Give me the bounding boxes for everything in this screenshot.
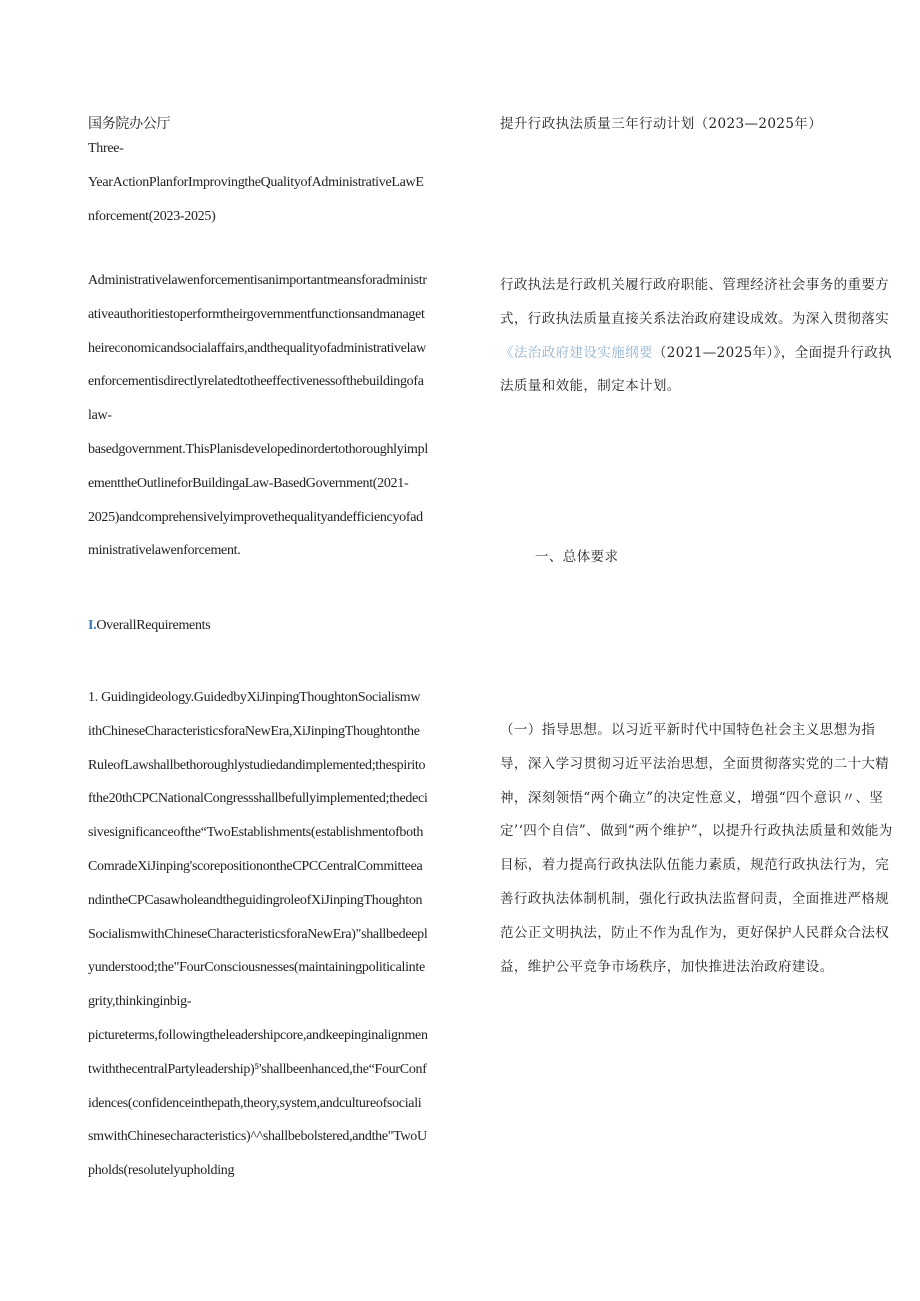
guiding-ideology-en xyxy=(88,681,488,1188)
intro-text-end: （2021—2025年）》，全面提升行政执法质量和效能，制定本计划。 xyxy=(500,344,893,395)
text-line: sivesignificanceofthe“TwoEstablishments(establishmentofboth xyxy=(88,825,424,841)
text-line: fthe20thCPCNationalCongressshallbefullyimplemented;thedeci xyxy=(88,791,428,807)
text-line: grity,thinkinginbig- xyxy=(88,994,192,1010)
intro-paragraph-cn xyxy=(500,269,896,404)
text-line: heireconomicandsocialaffairs,andthequalityofadministrativelaw xyxy=(88,340,426,356)
text-line: twiththecentralPartyleadership)⁵'shallbeenhanced,the“FourConf xyxy=(88,1061,427,1077)
text-line: ministrativelawenforcement. xyxy=(88,543,241,559)
guiding-ideology-cn: （一）指导思想。以习近平新时代中国特色社会主义思想为指导，深入学习贯彻习近平法治思想，全面贯彻落实党的二十大精神，深刻领悟“两个确立”的决定性意义，增强“四个意识〃、坚定’‘四个自信”、做到“两个维护”，以提升行政执法质量和效能为目标，着力提高行政执法队伍能力素质，规范行政执法行为，完善行政执法体制机制，强化行政执法监督问责，全面推进严格规范公正文明执法，防止不作为乱作为，更好保护人民群众合法权益，维护公平竞争市场秩序，加快推进法治政府建设。 xyxy=(500,722,893,975)
text-line: enforcementisdirectlyrelatedtotheeffectivenessofthebuildingofa xyxy=(88,374,424,390)
text-line: idences(confidenceinthepath,theory,system,andcultureofsociali xyxy=(88,1095,422,1111)
text-line: ithChineseCharacteristicsforaNewEra,XiJinpingThoughtonthe xyxy=(88,723,420,739)
title-line: Three- xyxy=(88,141,124,156)
intro-text: 行政执法是行政机关履行政府职能、管理经济社会事务的重要方式，行政执法质量直接关系法治政府建设成效。为深入贯彻落实 xyxy=(500,277,890,327)
text-line: pholds(resolutelyupholding xyxy=(88,1163,235,1179)
text-line: Administrativelawenforcementisanimportantmeansforadministr xyxy=(88,273,427,288)
section-marker: I. xyxy=(88,618,97,633)
text-line: basedgovernment.ThisPlanisdevelopedinordertothoroughlyimpl xyxy=(88,441,428,457)
section-heading-cn: 一、总体要求 xyxy=(535,549,619,565)
text-line: RuleofLawshallbethoroughlystudiedandimplemented;thespirito xyxy=(88,757,426,773)
outline-link[interactable]: 《法治政府建设实施纲要 xyxy=(500,344,653,361)
text-line: 1. Guidingideology.GuidedbyXiJinpingThoughtonSocialismw xyxy=(88,690,421,705)
text-line: ativeauthoritiestoperformtheirgovernmentfunctionsandmanaget xyxy=(88,306,425,322)
section-title: OverallRequirements xyxy=(96,618,211,633)
issuing-office: 国务院办公厅 xyxy=(88,117,171,132)
intro-paragraph-en xyxy=(88,264,488,568)
section-heading-en xyxy=(88,613,210,638)
text-line: law- xyxy=(88,408,112,424)
document-title-cn: 提升行政执法质量三年行动计划（2023—2025年） xyxy=(500,116,823,132)
text-line: smwithChinesecharacteristics)^^shallbebolstered,andthe"TwoU xyxy=(88,1129,427,1145)
text-line: ComradeXiJinping'scorepositionontheCPCCentralCommitteea xyxy=(88,858,423,874)
text-line: ementtheOutlineforBuildingaLaw-BasedGovernment(2021- xyxy=(88,475,409,491)
document-title-en xyxy=(88,132,488,233)
title-line: YearActionPlanforImprovingtheQualityofAdministrativeLawE xyxy=(88,174,424,190)
text-line: ndintheCPCasawholeandtheguidingroleofXiJinpingThoughton xyxy=(88,892,423,908)
text-line: pictureterms,followingtheleadershipcore,andkeepinginalignmen xyxy=(88,1027,428,1043)
title-line: nforcement(2023-2025) xyxy=(88,208,216,224)
text-line: 2025)andcomprehensivelyimprovethequalityandefficiencyofad xyxy=(88,509,423,525)
text-line: SocialismwithChineseCharacteristicsforaNewEra)"shallbedeepl xyxy=(88,926,428,942)
text-line: yunderstood;the"FourConsciousnesses(maintainingpoliticalinte xyxy=(88,960,425,976)
